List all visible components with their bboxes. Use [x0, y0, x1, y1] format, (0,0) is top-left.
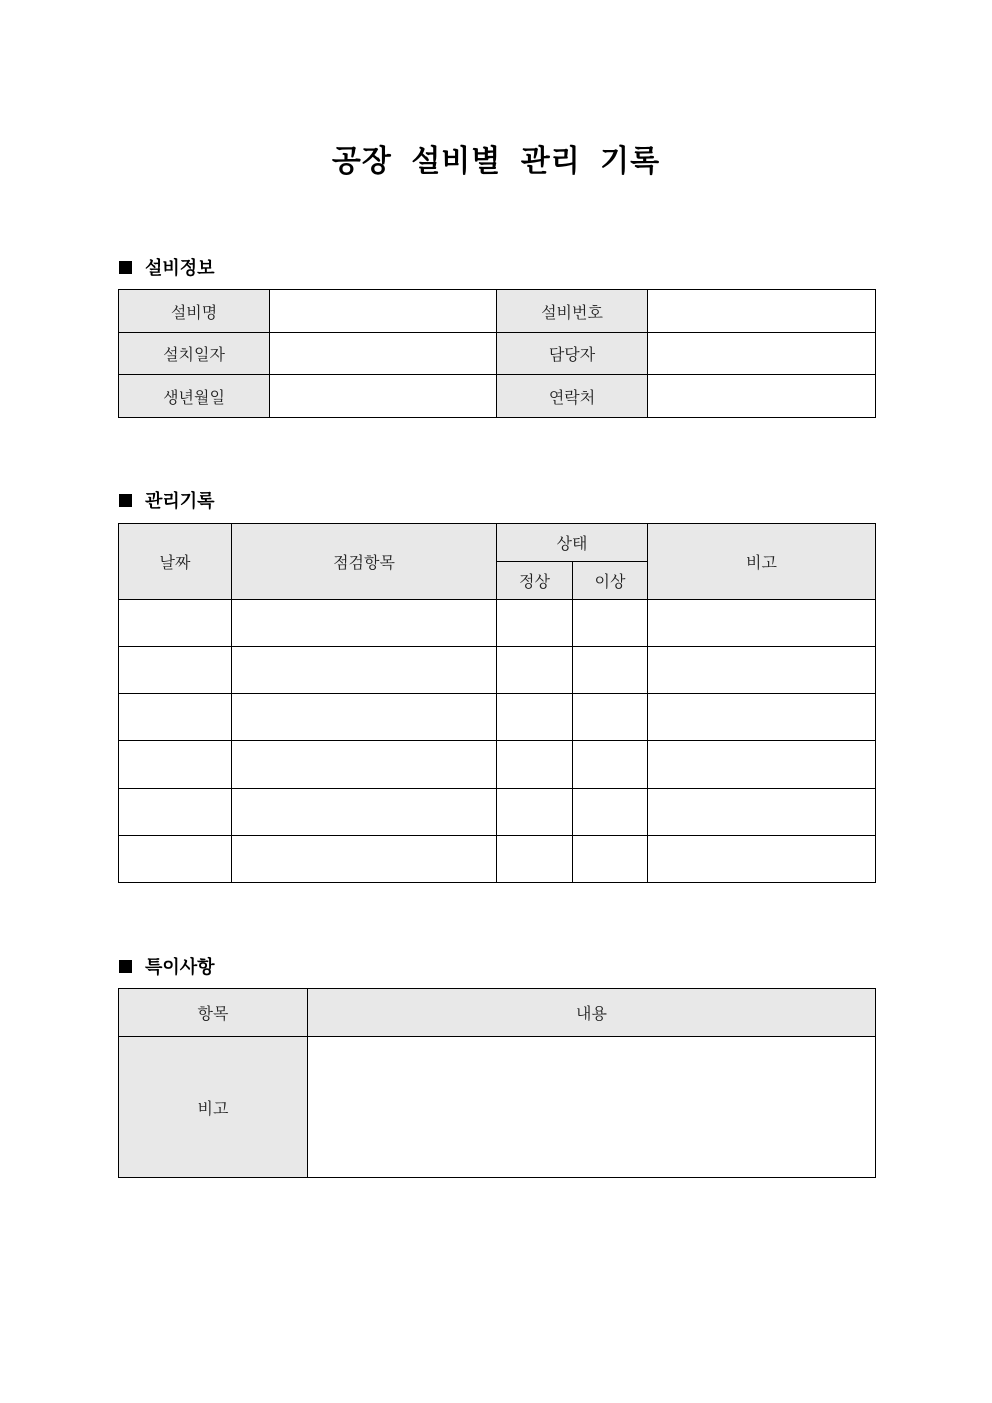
table-row — [119, 333, 876, 375]
contact-field[interactable] — [648, 375, 876, 418]
remarks-content-field[interactable] — [308, 1037, 876, 1178]
date-cell[interactable] — [119, 741, 232, 789]
square-bullet-icon — [119, 494, 132, 507]
square-bullet-icon — [119, 960, 132, 973]
equipment-number-label: 설비번호 — [497, 290, 648, 333]
remarks-cell[interactable] — [648, 694, 876, 741]
table-row — [119, 741, 876, 789]
section-heading-label: 특이사항 — [145, 957, 215, 978]
date-cell[interactable] — [119, 694, 232, 741]
normal-cell[interactable] — [497, 647, 573, 694]
inspection-item-cell[interactable] — [232, 694, 497, 741]
section-heading-label: 관리기록 — [145, 491, 215, 512]
abnormal-cell[interactable] — [573, 836, 648, 883]
abnormal-header: 이상 — [573, 562, 648, 600]
remarks-cell[interactable] — [648, 789, 876, 836]
normal-cell[interactable] — [497, 694, 573, 741]
date-cell[interactable] — [119, 789, 232, 836]
page-title: 공장 설비별 관리 기록 — [331, 144, 661, 179]
normal-header: 정상 — [497, 562, 573, 600]
install-date-label: 설치일자 — [119, 333, 270, 375]
normal-cell[interactable] — [497, 836, 573, 883]
inspection-item-cell[interactable] — [232, 600, 497, 647]
remarks-cell[interactable] — [648, 741, 876, 789]
manager-label: 담당자 — [497, 333, 648, 375]
equipment-number-field[interactable] — [648, 290, 876, 333]
section-heading-equipment-info — [119, 254, 215, 280]
inspection-item-cell[interactable] — [232, 789, 497, 836]
table-row — [119, 836, 876, 883]
remarks-header: 비고 — [648, 524, 876, 600]
status-header: 상태 — [497, 524, 648, 562]
table-row — [119, 290, 876, 333]
item-header: 항목 — [119, 989, 308, 1037]
equipment-info-table — [118, 289, 876, 418]
date-header: 날짜 — [119, 524, 232, 600]
section-heading-special-notes — [119, 953, 215, 979]
normal-cell[interactable] — [497, 600, 573, 647]
inspection-item-cell[interactable] — [232, 647, 497, 694]
management-record-table — [118, 523, 876, 883]
manager-field[interactable] — [648, 333, 876, 375]
special-notes-table — [118, 988, 876, 1178]
abnormal-cell[interactable] — [573, 600, 648, 647]
table-header-row — [119, 989, 876, 1037]
equipment-name-label: 설비명 — [119, 290, 270, 333]
table-row — [119, 789, 876, 836]
remarks-cell[interactable] — [648, 647, 876, 694]
section-heading-management-record — [119, 487, 215, 513]
table-row — [119, 600, 876, 647]
inspection-item-header: 점검항목 — [232, 524, 497, 600]
contact-label: 연락처 — [497, 375, 648, 418]
table-row — [119, 1037, 876, 1178]
install-date-field[interactable] — [270, 333, 497, 375]
table-row — [119, 647, 876, 694]
date-cell[interactable] — [119, 600, 232, 647]
abnormal-cell[interactable] — [573, 694, 648, 741]
section-heading-label: 설비정보 — [145, 258, 215, 279]
birth-date-label: 생년월일 — [119, 375, 270, 418]
square-bullet-icon — [119, 261, 132, 274]
table-row — [119, 375, 876, 418]
remarks-cell[interactable] — [648, 836, 876, 883]
date-cell[interactable] — [119, 647, 232, 694]
abnormal-cell[interactable] — [573, 789, 648, 836]
content-header: 내용 — [308, 989, 876, 1037]
normal-cell[interactable] — [497, 789, 573, 836]
inspection-item-cell[interactable] — [232, 836, 497, 883]
remarks-label: 비고 — [119, 1037, 308, 1178]
table-row — [119, 694, 876, 741]
birth-date-field[interactable] — [270, 375, 497, 418]
abnormal-cell[interactable] — [573, 647, 648, 694]
table-header-row — [119, 524, 876, 562]
normal-cell[interactable] — [497, 741, 573, 789]
equipment-name-field[interactable] — [270, 290, 497, 333]
inspection-item-cell[interactable] — [232, 741, 497, 789]
date-cell[interactable] — [119, 836, 232, 883]
remarks-cell[interactable] — [648, 600, 876, 647]
abnormal-cell[interactable] — [573, 741, 648, 789]
